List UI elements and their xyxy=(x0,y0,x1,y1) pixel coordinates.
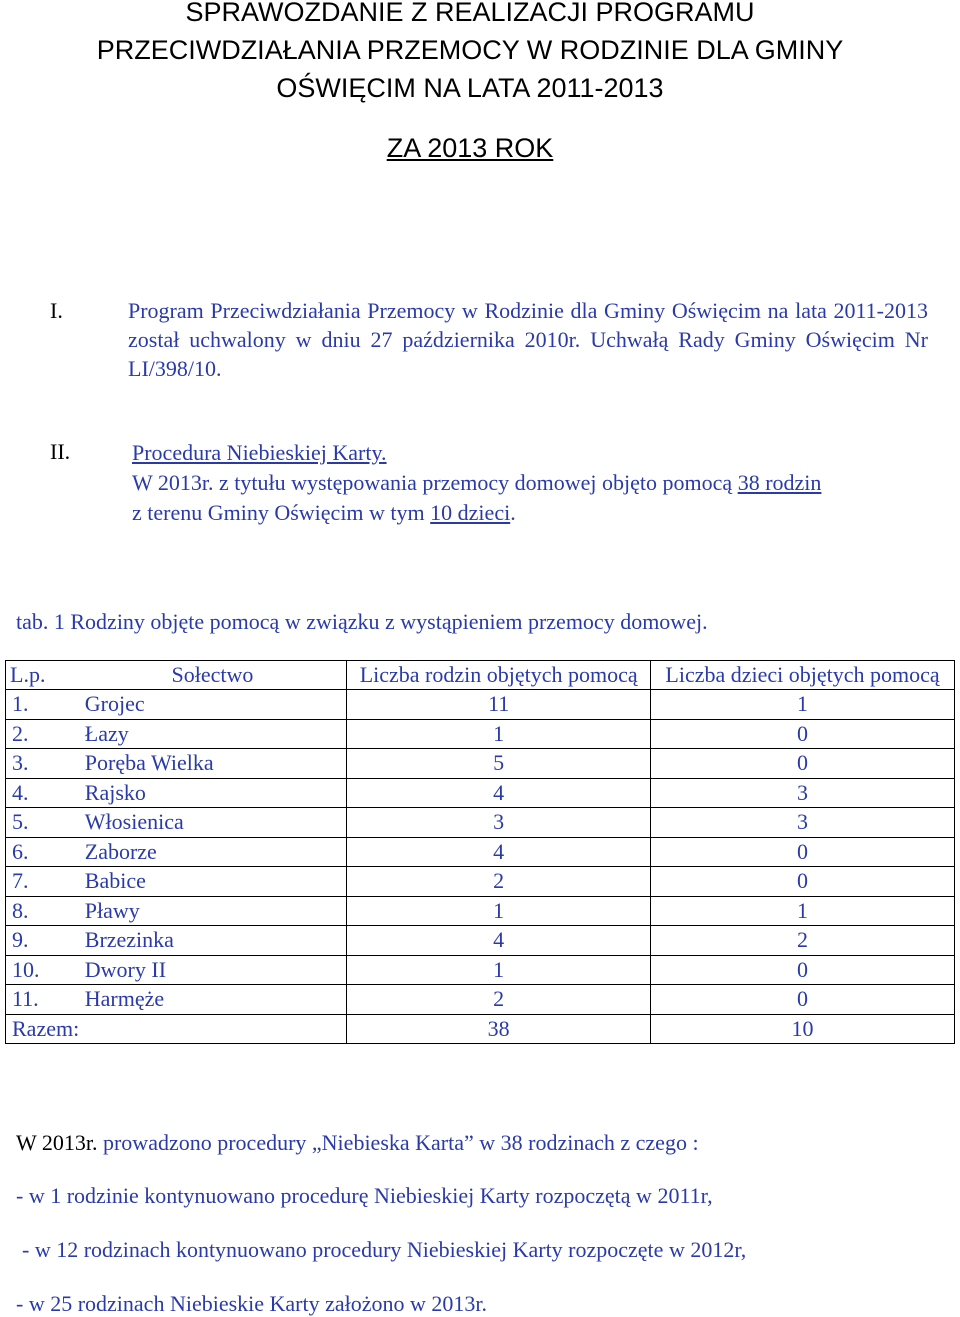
table-row xyxy=(6,955,955,985)
row-children: 1 xyxy=(651,896,955,926)
table-body xyxy=(6,690,955,1015)
header-lp: L.p. xyxy=(6,661,79,690)
row-solectwo: Grojec xyxy=(79,690,347,720)
section-2-body-part2: z terenu Gminy Oświęcim w tym xyxy=(132,500,431,525)
row-solectwo: Pławy xyxy=(79,896,347,926)
row-solectwo: Włosienica xyxy=(79,808,347,838)
section-2-body-part1: W 2013r. z tytułu występowania przemocy domowej objęto pomocą xyxy=(132,470,738,495)
row-lp: 10. xyxy=(6,955,79,985)
row-families: 4 xyxy=(347,926,651,956)
title-line-3: OŚWIĘCIM NA LATA 2011-2013 xyxy=(276,73,664,103)
total-families: 38 xyxy=(347,1014,651,1044)
table-caption: tab. 1 Rodziny objęte pomocą w związku z wystąpieniem przemocy domowej. xyxy=(16,609,708,634)
row-solectwo: Poręba Wielka xyxy=(79,749,347,779)
row-lp: 1. xyxy=(6,690,79,720)
header-children: Liczba dzieci objętych pomocą xyxy=(651,661,955,690)
row-children: 3 xyxy=(651,778,955,808)
table-row xyxy=(6,985,955,1015)
subtitle-year: ZA 2013 ROK xyxy=(386,133,554,163)
row-families: 2 xyxy=(347,867,651,897)
row-children: 0 xyxy=(651,719,955,749)
section-2-families-count: 38 rodzin xyxy=(737,470,822,495)
summary-item-1: - w 1 rodzinie kontynuowano procedurę Niebieskiej Karty rozpoczętą w 2011r, xyxy=(16,1183,713,1208)
row-solectwo: Brzezinka xyxy=(79,926,347,956)
row-families: 5 xyxy=(347,749,651,779)
row-families: 2 xyxy=(347,985,651,1015)
row-solectwo: Łazy xyxy=(79,719,347,749)
row-solectwo: Babice xyxy=(79,867,347,897)
title-line-1: SPRAWOZDANIE Z REALIZACJI PROGRAMU xyxy=(185,0,755,27)
section-2-heading xyxy=(132,440,387,466)
row-children: 3 xyxy=(651,808,955,838)
row-families: 4 xyxy=(347,837,651,867)
row-lp: 3. xyxy=(6,749,79,779)
row-children: 2 xyxy=(651,926,955,956)
row-children: 0 xyxy=(651,837,955,867)
summary-paragraph xyxy=(16,1130,699,1156)
row-lp: 5. xyxy=(6,808,79,838)
row-children: 1 xyxy=(651,690,955,720)
table-row xyxy=(6,837,955,867)
row-families: 1 xyxy=(347,955,651,985)
section-2-heading-text: Procedura Niebieskiej Karty xyxy=(132,440,382,465)
header-solectwo: Sołectwo xyxy=(79,661,347,690)
row-children: 0 xyxy=(651,985,955,1015)
row-families: 3 xyxy=(347,808,651,838)
summary-item-3: - w 25 rodzinach Niebieskie Karty założono w 2013r. xyxy=(16,1291,488,1316)
section-2-children-count: 10 dzieci xyxy=(430,500,511,525)
row-children: 0 xyxy=(651,867,955,897)
row-families: 1 xyxy=(347,719,651,749)
row-lp: 8. xyxy=(6,896,79,926)
section-1-text: Program Przeciwdziałania Przemocy w Rodzinie dla Gminy Oświęcim na lata 2011-2013 został uchwalony w dniu 27 października 2010r. Uchwałą Rady Gminy Oświęcim Nr LI/398/10. xyxy=(128,298,928,381)
title-line-2: PRZECIWDZIAŁANIA PRZEMOCY W RODZINIE DLA GMINY xyxy=(96,35,844,65)
section-2-number: II. xyxy=(50,439,71,464)
table-row xyxy=(6,749,955,779)
section-1-number: I. xyxy=(50,298,63,323)
summary-rest: prowadzono procedury „Niebieska Karta” w 38 rodzinach z czego : xyxy=(97,1130,699,1155)
summary-item-2: - w 12 rodzinach kontynuowano procedury Niebieskiej Karty rozpoczęte w 2012r, xyxy=(22,1237,747,1262)
row-lp: 11. xyxy=(6,985,79,1015)
total-children: 10 xyxy=(651,1014,955,1044)
table-row xyxy=(6,778,955,808)
row-families: 1 xyxy=(347,896,651,926)
table-row xyxy=(6,926,955,956)
row-families: 4 xyxy=(347,778,651,808)
row-solectwo: Harmęże xyxy=(79,985,347,1015)
summary-year: W 2013r. xyxy=(16,1130,98,1155)
row-lp: 4. xyxy=(6,778,79,808)
section-2-heading-period: . xyxy=(381,440,387,465)
section-2-body-end: . xyxy=(510,500,516,525)
row-lp: 7. xyxy=(6,867,79,897)
table-row xyxy=(6,719,955,749)
total-label: Razem: xyxy=(6,1014,347,1044)
table-total-row xyxy=(6,1014,955,1044)
row-solectwo: Zaborze xyxy=(79,837,347,867)
table-row xyxy=(6,867,955,897)
table-row xyxy=(6,808,955,838)
families-table xyxy=(5,660,955,1044)
row-lp: 2. xyxy=(6,719,79,749)
row-children: 0 xyxy=(651,955,955,985)
section-2-body xyxy=(132,468,932,528)
table-row xyxy=(6,690,955,720)
row-lp: 9. xyxy=(6,926,79,956)
row-solectwo: Rajsko xyxy=(79,778,347,808)
table-row xyxy=(6,896,955,926)
row-children: 0 xyxy=(651,749,955,779)
table-header-row xyxy=(6,661,955,690)
row-lp: 6. xyxy=(6,837,79,867)
row-solectwo: Dwory II xyxy=(79,955,347,985)
row-families: 11 xyxy=(347,690,651,720)
header-families: Liczba rodzin objętych pomocą xyxy=(347,661,651,690)
